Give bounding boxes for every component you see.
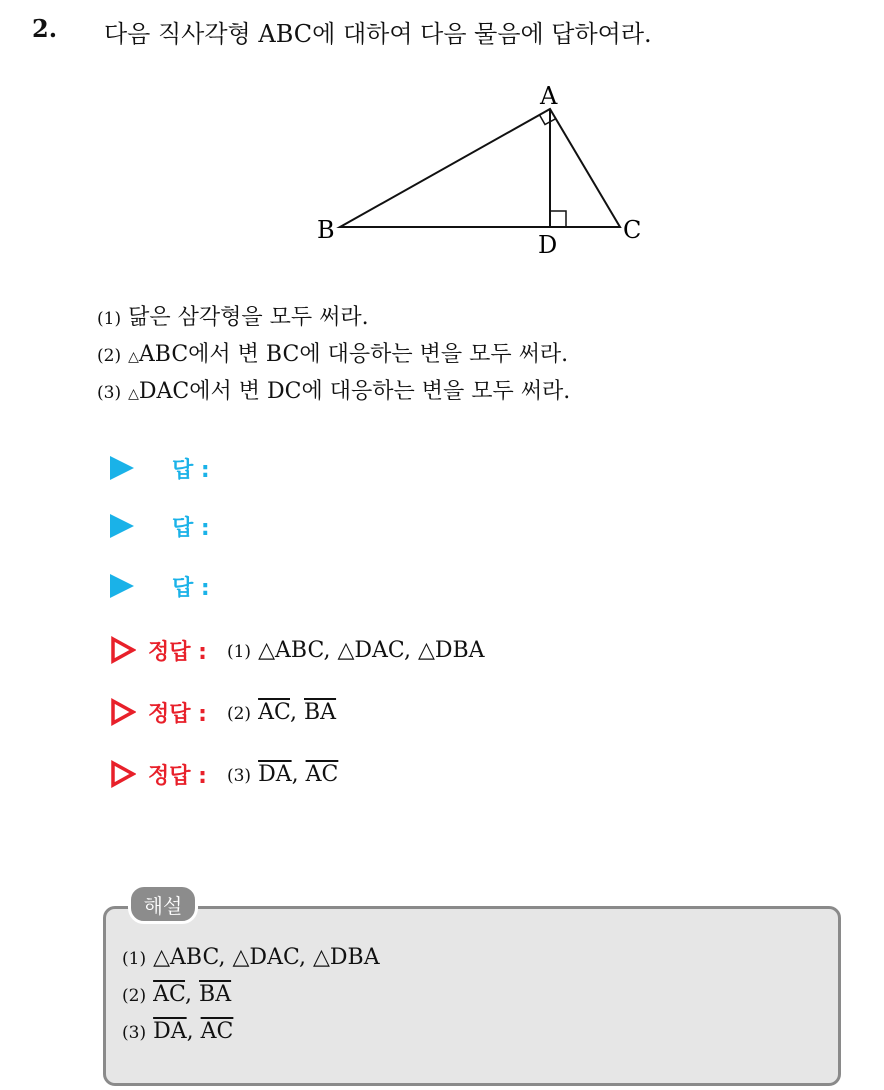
vertex-label-d: D [538,231,558,259]
segment: $\overline{AC}$ [305,761,339,787]
sub-question-text: 에서 변 DC에 대응하는 변을 모두 써라. [189,379,571,404]
segment: $\overline{DA}$ [153,1019,187,1044]
vertex-label-c: C [623,216,642,244]
answer-row-1 [110,450,210,486]
separator: , [186,1019,201,1044]
key-row-2 [110,693,336,731]
segment: $\overline{BA}$ [199,982,232,1007]
sub-question-mark: (1) [97,309,122,329]
triangle-name: DAC [138,379,190,404]
play-arrow-icon [110,514,134,538]
answer-row-3 [110,568,210,604]
triangle-abc [340,109,620,227]
key-answer [227,762,338,787]
right-angle-mark-a [540,115,556,125]
explanation-mark: (3) [122,1023,147,1043]
answer-label: 답 : [172,515,210,541]
segment: $\overline{BA}$ [304,699,337,725]
question-text: 다음 직사각형 ABC에 대하여 다음 물음에 답하여라. [104,20,652,48]
explanation-title: 해설 [128,884,198,924]
key-label: 정답 : [148,639,207,665]
sub-question-mark: (3) [97,383,122,403]
explanation-mark: (1) [122,949,147,969]
question-number: 2. [32,14,58,43]
key-row-1 [110,631,485,669]
separator: , [290,699,304,725]
separator: , [291,761,306,787]
sub-question-text: 닮은 삼각형을 모두 써라. [128,305,369,330]
key-text: △ABC, △DAC, △DBA [258,637,485,663]
explanation-line-3 [122,1019,233,1044]
answer-label: 답 : [172,457,210,483]
key-label: 정답 : [148,763,207,789]
sub-question-1 [97,300,369,331]
sub-question-text: 에서 변 BC에 대응하는 변을 모두 써라. [188,342,569,367]
segment: $\overline{AC}$ [258,699,290,725]
answer-row-2 [110,508,210,544]
key-label: 정답 : [148,701,207,727]
key-row-3 [110,755,338,793]
answer-label: 답 : [172,575,210,601]
explanation-line-2 [122,982,231,1007]
key-mark: (2) [226,703,252,724]
outline-arrow-icon [110,760,136,788]
vertex-label-b: B [317,216,335,244]
segment: $\overline{AC}$ [153,982,186,1007]
triangle-symbol: △ [128,386,139,402]
explanation-line-1 [122,945,380,970]
outline-arrow-icon [110,698,136,726]
right-angle-mark-d [550,211,566,227]
outline-arrow-icon [110,636,136,664]
sub-question-2 [97,337,568,368]
key-answer [227,638,485,663]
right-triangle-figure [310,78,660,268]
sub-question-3 [97,374,570,405]
play-arrow-icon [110,456,134,480]
play-arrow-icon [110,574,134,598]
explanation-text: △ABC, △DAC, △DBA [153,945,380,970]
triangle-symbol: △ [128,349,139,365]
sub-question-mark: (2) [97,346,122,366]
explanation-mark: (2) [122,986,147,1006]
key-answer [227,700,336,725]
triangle-name: ABC [138,342,189,367]
key-mark: (3) [226,765,252,786]
key-mark: (1) [226,641,252,662]
segment: $\overline{DA}$ [258,761,292,787]
vertex-label-a: A [540,82,558,110]
segment: $\overline{AC}$ [200,1019,234,1044]
separator: , [185,982,200,1007]
